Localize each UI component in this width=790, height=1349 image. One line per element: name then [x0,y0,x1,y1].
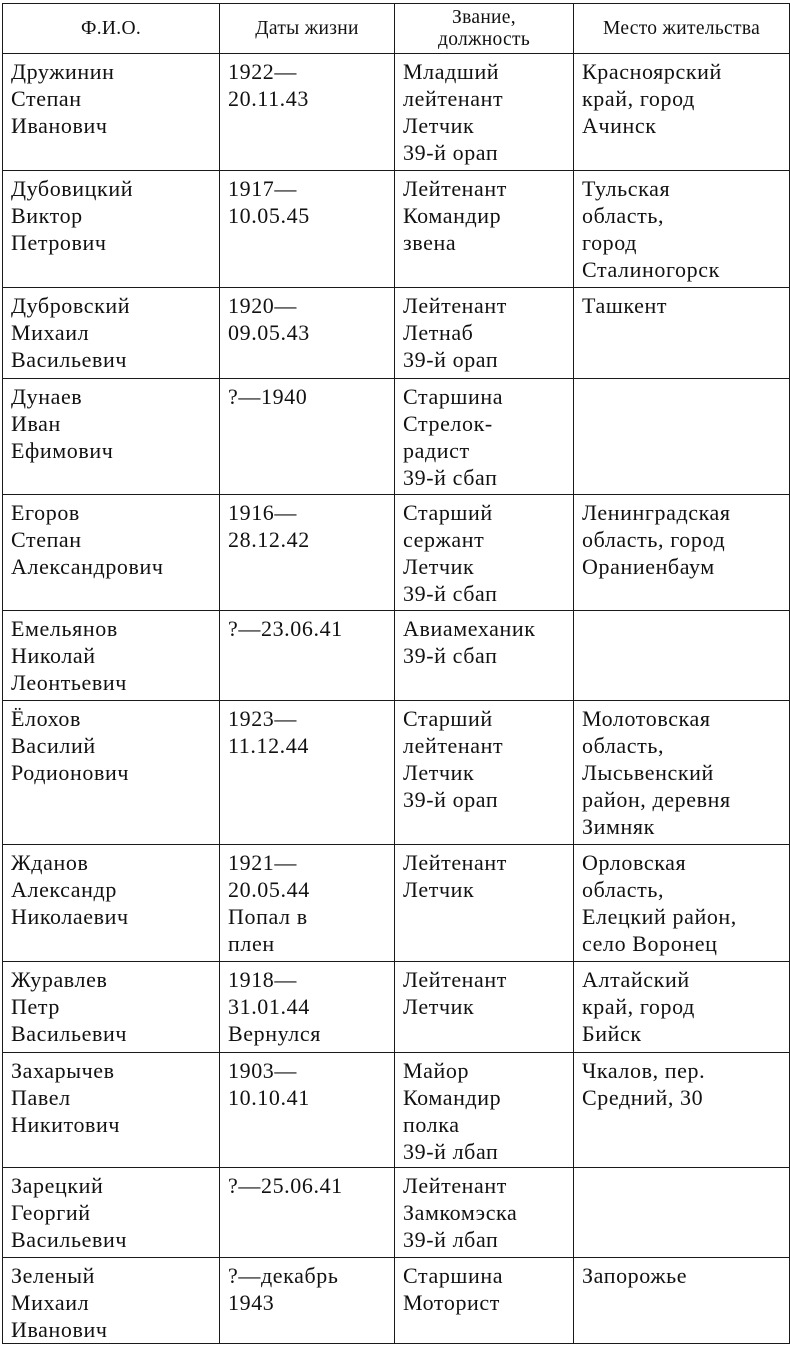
rank-line: Лейтенант [403,176,508,201]
rank-line: Младший [403,59,500,84]
residence-line: Орловская [582,850,687,875]
dates-line: 1922— [228,59,297,84]
cell-residence [574,288,790,379]
table-row [3,962,790,1053]
cell-name [3,611,220,701]
residence-line: город [582,230,638,255]
dates-line: 09.05.43 [228,320,310,345]
cell-residence [574,1258,790,1344]
cell-name [3,54,220,171]
table-body [3,54,790,1344]
dates-line: Вернулся [228,1021,321,1046]
cell-name [3,1258,220,1344]
cell-residence [574,962,790,1053]
residence-line: Средний, 30 [582,1085,704,1110]
table-row [3,611,790,701]
residence-line: Бийск [582,1021,642,1046]
dates-line: ?—23.06.41 [228,616,343,641]
name-line: Иванович [11,113,108,138]
residence-line: район, деревня [582,787,731,812]
cell-residence [574,1053,790,1168]
dates-line: ?—1940 [228,384,308,409]
dates-line: 1918— [228,967,297,992]
header-rank-label-line1: Звание, [452,7,516,28]
cell-residence [574,171,790,288]
dates-line: плен [228,931,275,956]
residence-line: край, город [582,994,695,1019]
cell-rank [395,171,574,288]
cell-residence [574,611,790,701]
dates-line: 1923— [228,706,297,731]
rank-line: Лейтенант [403,850,508,875]
cell-residence [574,701,790,845]
dates-line: 10.10.41 [228,1085,310,1110]
cell-rank [395,611,574,701]
name-line: Ефимович [11,438,114,463]
name-line: Емельянов [11,616,118,641]
dates-line: ?—25.06.41 [228,1173,343,1198]
rank-line: полка [403,1112,460,1137]
table-row [3,54,790,171]
cell-name [3,495,220,611]
name-line: Александрович [11,554,164,579]
name-line: Николаевич [11,904,129,929]
cell-dates [220,171,395,288]
rank-line: Майор [403,1058,470,1083]
dates-line: 1903— [228,1058,297,1083]
table-row [3,495,790,611]
rank-line: 39-й сбап [403,581,498,606]
dates-line: 1943 [228,1290,275,1315]
rank-line: Старший [403,500,493,525]
rank-line: Летчик [403,994,475,1019]
name-line: Василий [11,733,96,758]
name-line: Александр [11,877,117,902]
rank-line: 39-й орап [403,347,499,372]
cell-dates [220,611,395,701]
table-row [3,288,790,379]
dates-line: Попал в [228,904,308,929]
dates-line: 20.11.43 [228,86,309,111]
cell-rank [395,379,574,495]
header-dates [220,4,395,54]
rank-line: 39-й орап [403,787,499,812]
cell-rank [395,1168,574,1258]
dates-line: 20.05.44 [228,877,310,902]
table-row [3,379,790,495]
cell-rank [395,495,574,611]
rank-line: 39-й сбап [403,643,498,668]
residence-line: Зимняк [582,814,655,839]
cell-dates [220,1258,395,1344]
name-line: Дубровский [11,293,131,318]
residence-line: область, [582,877,665,902]
name-line: Васильевич [11,347,127,372]
rank-line: Авиамеханик [403,616,536,641]
name-line: Жданов [11,850,89,875]
name-line: Иванович [11,1317,108,1342]
table-row [3,1053,790,1168]
cell-rank [395,1258,574,1344]
residence-line: область, город [582,527,726,552]
table-row [3,701,790,845]
residence-line: Молотовская [582,706,711,731]
cell-dates [220,1053,395,1168]
cell-rank [395,54,574,171]
rank-line: Старшина [403,384,504,409]
rank-line: Летчик [403,554,475,579]
rank-line: радист [403,438,470,463]
name-line: Николай [11,643,96,668]
rank-line: Летчик [403,113,475,138]
header-residence-label: Место жительства [602,18,761,39]
name-line: Петрович [11,230,107,255]
cell-name [3,701,220,845]
table-row [3,171,790,288]
cell-name [3,1053,220,1168]
name-line: Васильевич [11,1021,127,1046]
residence-line: Ленинградская [582,500,731,525]
rank-line: Замкомэска [403,1200,518,1225]
name-line: Георгий [11,1200,91,1225]
dates-line: 1921— [228,850,297,875]
rank-line: звена [403,230,457,255]
name-line: Журавлев [11,967,108,992]
header-rank [395,4,574,54]
residence-line: Алтайский [582,967,690,992]
name-line: Никитович [11,1112,121,1137]
rank-line: Командир [403,203,502,228]
cell-dates [220,845,395,962]
name-line: Петр [11,994,60,1019]
residence-line: село Воронец [582,931,718,956]
rank-line: Летчик [403,760,475,785]
cell-name [3,962,220,1053]
name-line: Дружинин [11,59,115,84]
name-line: Дубовицкий [11,176,134,201]
rank-line: лейтенант [403,733,504,758]
rank-line: 39-й лбап [403,1139,499,1164]
dates-line: ?—декабрь [228,1263,339,1288]
residence-line: Красноярский [582,59,722,84]
name-line: Дунаев [11,384,83,409]
cell-dates [220,495,395,611]
name-line: Иван [11,411,61,436]
rank-line: 39-й лбап [403,1227,499,1252]
cell-rank [395,845,574,962]
rank-line: Летнаб [403,320,474,345]
name-line: Михаил [11,1290,90,1315]
header-name [3,4,220,54]
rank-line: Лейтенант [403,293,508,318]
dates-line: 31.01.44 [228,994,310,1019]
rank-line: Старший [403,706,493,731]
rank-line: 39-й орап [403,140,499,165]
rank-line: Моторист [403,1290,501,1315]
dates-line: 1916— [228,500,297,525]
cell-dates [220,701,395,845]
residence-line: Запорожье [582,1263,688,1288]
header-rank-label-line2: должность [437,29,531,50]
cell-name [3,288,220,379]
dates-line: 28.12.42 [228,527,310,552]
cell-dates [220,1168,395,1258]
cell-rank [395,962,574,1053]
rank-line: Стрелок- [403,411,493,436]
header-dates-label: Даты жизни [255,18,359,39]
header-residence [574,4,790,54]
rank-line: сержант [403,527,485,552]
residence-line: Елецкий район, [582,904,737,929]
name-line: Зеленый [11,1263,96,1288]
residence-line: Лысьвенский [582,760,714,785]
name-line: Виктор [11,203,83,228]
residence-line: Чкалов, пер. [582,1058,706,1083]
rank-line: Командир [403,1085,502,1110]
cell-dates [220,288,395,379]
name-line: Павел [11,1085,71,1110]
cell-rank [395,288,574,379]
dates-line: 11.12.44 [228,733,309,758]
name-line: Егоров [11,500,80,525]
cell-name [3,845,220,962]
table-row [3,1168,790,1258]
name-line: Ёлохов [11,706,82,731]
name-line: Зарецкий [11,1173,104,1198]
cell-residence [574,845,790,962]
cell-name [3,1168,220,1258]
cell-name [3,171,220,288]
residence-line: Ораниенбаум [582,554,715,579]
residence-line: край, город [582,86,695,111]
rank-line: лейтенант [403,86,504,111]
rank-line: Летчик [403,877,475,902]
name-line: Леонтьевич [11,670,127,695]
rank-line: Старшина [403,1263,504,1288]
name-line: Родионович [11,760,130,785]
dates-line: 1920— [228,293,297,318]
dates-line: 1917— [228,176,297,201]
residence-line: область, [582,203,665,228]
cell-dates [220,54,395,171]
rank-line: 39-й сбап [403,465,498,490]
cell-residence [574,495,790,611]
table-row [3,845,790,962]
cell-rank [395,1053,574,1168]
name-line: Васильевич [11,1227,127,1252]
cell-dates [220,962,395,1053]
cell-residence [574,1168,790,1258]
personnel-table [2,3,790,1344]
name-line: Степан [11,527,82,552]
cell-residence [574,379,790,495]
name-line: Захарычев [11,1058,115,1083]
cell-rank [395,701,574,845]
rank-line: Лейтенант [403,967,508,992]
name-line: Степан [11,86,82,111]
residence-line: Ачинск [582,113,657,138]
residence-line: область, [582,733,665,758]
header-row [3,4,790,54]
residence-line: Ташкент [582,293,668,318]
header-name-label: Ф.И.О. [81,18,141,39]
residence-line: Тульская [582,176,671,201]
cell-name [3,379,220,495]
dates-line: 10.05.45 [228,203,310,228]
cell-dates [220,379,395,495]
table-row [3,1258,790,1344]
rank-line: Лейтенант [403,1173,508,1198]
name-line: Михаил [11,320,90,345]
residence-line: Сталиногорск [582,257,720,282]
cell-residence [574,54,790,171]
